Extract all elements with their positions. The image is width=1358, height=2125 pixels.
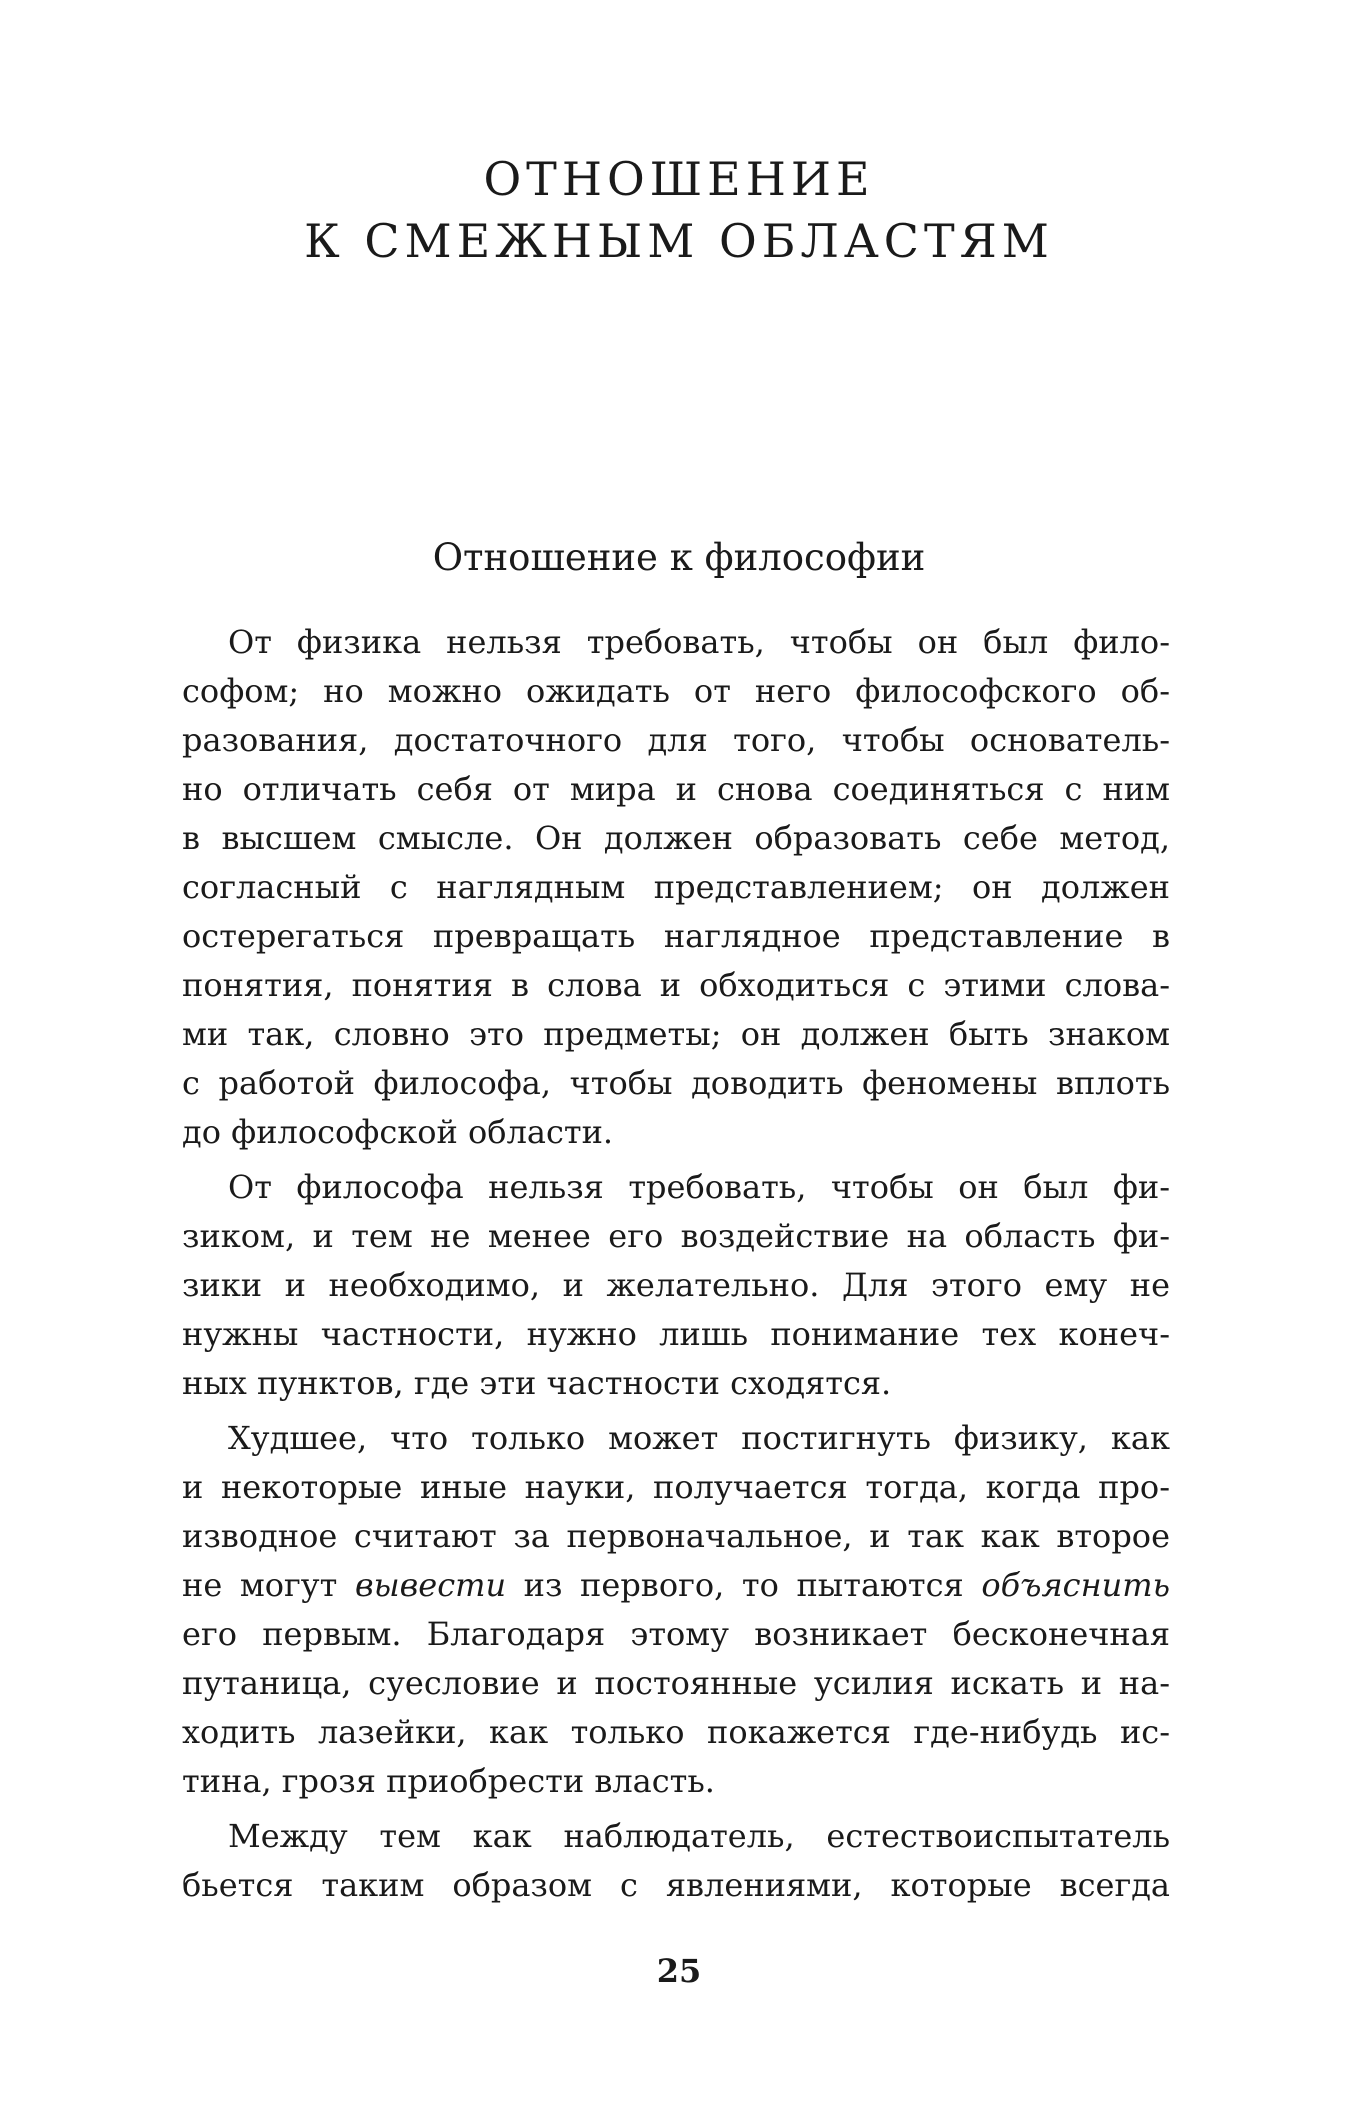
text-run: из первого, то пытаются [506, 1566, 982, 1604]
paragraph-4 [182, 1812, 1170, 1910]
body-text [182, 618, 1170, 1910]
text-line: но отличать себя от мира и снова соединяться с ним [182, 770, 1170, 808]
text-line-with-italics [182, 1561, 1170, 1610]
text-line: Худшее, что только может постигнуть физику, как [228, 1419, 1170, 1457]
text-line: бьется таким образом с явлениями, которые всегда [182, 1866, 1170, 1904]
text-line: остерегаться превращать наглядное представление в [182, 917, 1170, 955]
paragraph-1 [182, 618, 1170, 1157]
text-line: софом; но можно ожидать от него философского об- [182, 672, 1170, 710]
paragraph-3 [182, 1414, 1170, 1806]
text-line: в высшем смысле. Он должен образовать себе метод, [182, 819, 1170, 857]
italic-word: вывести [354, 1566, 507, 1604]
chapter-title-line-1: ОТНОШЕНИЕ [483, 152, 875, 206]
text-run: не могут [182, 1566, 355, 1604]
text-line: Между тем как наблюдатель, естествоиспытатель [228, 1817, 1170, 1855]
text-line: разования, достаточного для того, чтобы основатель- [182, 721, 1170, 759]
text-line: и некоторые иные науки, получается тогда, когда про- [182, 1468, 1170, 1506]
text-line: зики и необходимо, и желательно. Для этого ему не [182, 1266, 1170, 1304]
text-line: нужны частности, нужно лишь понимание тех конеч- [182, 1315, 1170, 1353]
chapter-title-line-2: К СМЕЖНЫМ ОБЛАСТЯМ [304, 214, 1054, 268]
text-line: согласный с наглядным представлением; он должен [182, 868, 1170, 906]
text-line: до философской области. [182, 1113, 614, 1151]
italic-word: объяснить [981, 1566, 1171, 1604]
section-title: Отношение к философии [432, 536, 926, 579]
text-line: ных пунктов, где эти частности сходятся. [182, 1364, 892, 1402]
text-line: От физика нельзя требовать, чтобы он был фило- [228, 623, 1170, 661]
text-line: тина, грозя приобрести власть. [182, 1762, 715, 1800]
paragraph-2 [182, 1163, 1170, 1408]
text-line: ми так, словно это предметы; он должен быть знаком [182, 1015, 1170, 1053]
text-line: От философа нельзя требовать, чтобы он был фи- [228, 1168, 1170, 1206]
text-line: понятия, понятия в слова и обходиться с этими слова- [182, 966, 1170, 1004]
text-line: путаница, суесловие и постоянные усилия искать и на- [182, 1664, 1170, 1702]
text-line: с работой философа, чтобы доводить феномены вплоть [182, 1064, 1170, 1102]
chapter-title [0, 148, 1358, 272]
page-number: 25 [656, 1952, 702, 1990]
text-line: его первым. Благодаря этому возникает бесконечная [182, 1615, 1170, 1653]
text-line: зиком, и тем не менее его воздействие на область фи- [182, 1217, 1170, 1255]
text-line: ходить лазейки, как только покажется где-нибудь ис- [182, 1713, 1170, 1751]
text-line: изводное считают за первоначальное, и так как второе [182, 1517, 1170, 1555]
